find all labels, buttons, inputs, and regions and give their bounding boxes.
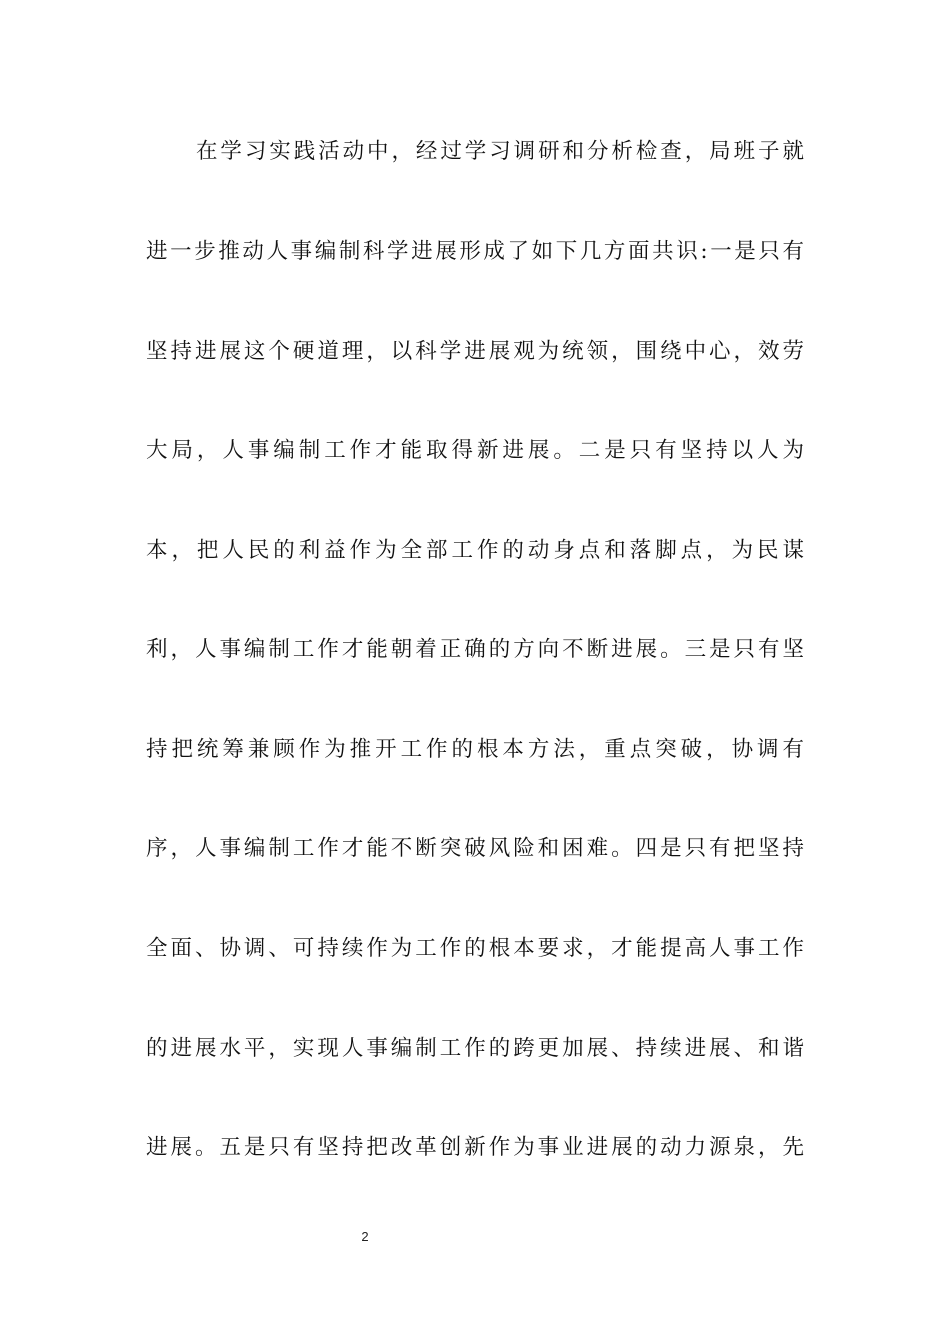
paragraph-line-1: 在学习实践活动中，经过学习调研和分析检查，局班子就 [196, 139, 804, 164]
paragraph-line-3: 坚持进展这个硬道理，以科学进展观为统领，围绕中心，效劳 [146, 339, 804, 364]
paragraph-line-5: 本，把人民的利益作为全部工作的动身点和落脚点，为民谋 [146, 538, 804, 563]
paragraph-line-4: 大局，人事编制工作才能取得新进展。二是只有坚持以人为 [146, 438, 804, 463]
paragraph-line-9: 全面、协调、可持续作为工作的根本要求，才能提高人事工作 [146, 936, 804, 961]
paragraph-line-11: 进展。五是只有坚持把改革创新作为事业进展的动力源泉，先 [146, 1135, 804, 1160]
paragraph-line-10: 的进展水平，实现人事编制工作的跨更加展、持续进展、和谐 [146, 1036, 804, 1061]
paragraph-line-2: 进一步推动人事编制科学进展形成了如下几方面共识:一是只有 [146, 239, 804, 264]
paragraph-line-6: 利，人事编制工作才能朝着正确的方向不断进展。三是只有坚 [146, 637, 804, 662]
page-number: 2 [361, 1229, 369, 1244]
paragraph-line-7: 持把统筹兼顾作为推开工作的根本方法，重点突破，协调有 [146, 737, 804, 762]
paragraph-line-8: 序，人事编制工作才能不断突破风险和困难。四是只有把坚持 [146, 836, 804, 861]
